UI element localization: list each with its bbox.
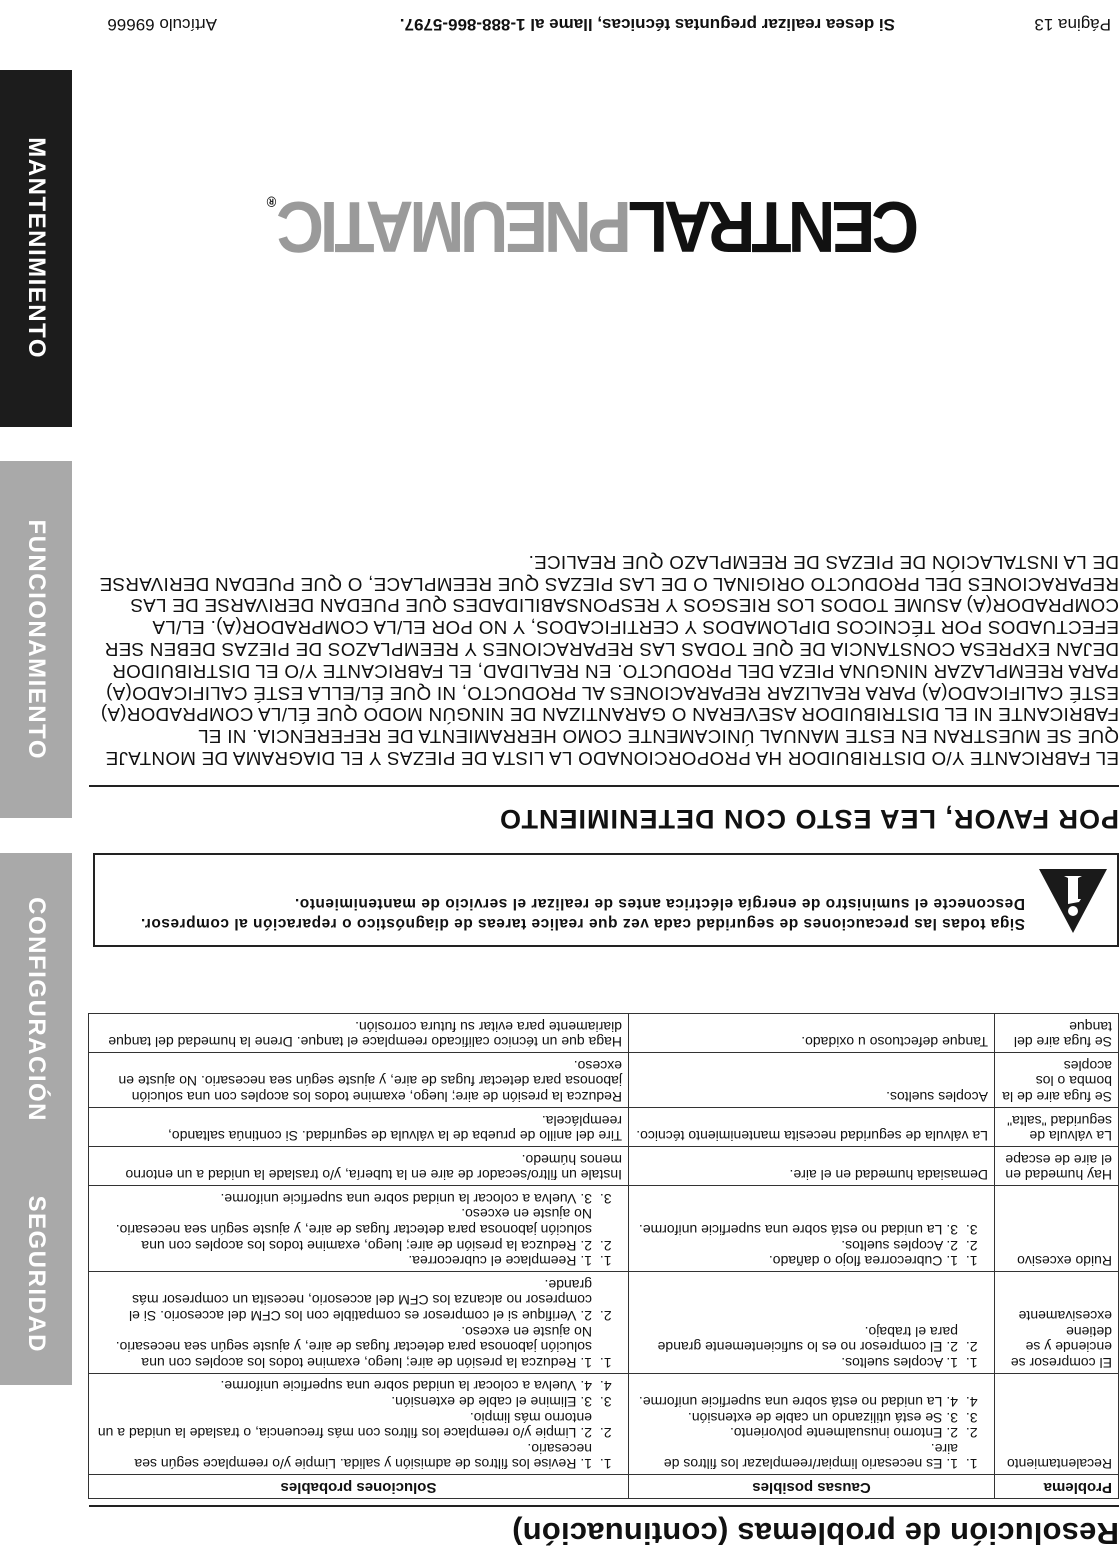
cause-text: Entorno inusualmente polvoriento. <box>729 1425 943 1442</box>
table-row <box>89 1107 1119 1146</box>
logo-part-pneumatic: PNEUMATIC <box>280 186 632 268</box>
solution-number: 2. <box>580 1425 592 1442</box>
solutions-cell: Haga que un técnico calificado reemplace el tanque. Drene la humedad del tanque diariamente para evitar su futura corrosión. <box>89 1013 629 1052</box>
logo-part-central: CENTRAL <box>631 186 919 268</box>
cause-item <box>635 1393 962 1409</box>
cause-text: Cubrecorrea flojo o dañado. <box>768 1253 943 1270</box>
header-solutions: Soluciones probables <box>89 1475 629 1499</box>
tab-configuracion[interactable] <box>0 853 72 1166</box>
cause-number: 2. <box>946 1237 958 1254</box>
table-row <box>89 1272 1119 1374</box>
solution-text: Reduzca la presión de aire; luego, examine todos los acoples con una solución jabonosa para detectar fugas de aire, y ajuste según sea necesario. No ajuste en exceso. <box>115 1323 592 1371</box>
solution-text: Elimine el cable de extensión. <box>391 1394 577 1411</box>
problem-cell: Recalentamiento <box>995 1373 1119 1475</box>
solution-number: 4. <box>580 1378 592 1395</box>
tab-label: SEGURIDAD <box>23 1195 50 1353</box>
cause-number: 2. <box>946 1339 958 1356</box>
table-row <box>89 1186 1119 1272</box>
causes-cell: La válvula de seguridad necesita mantenimiento técnico. <box>629 1107 995 1146</box>
troubleshooting-table <box>88 1013 1119 1499</box>
cause-text: Acoples sueltos. <box>841 1237 944 1254</box>
solution-item <box>95 1409 596 1440</box>
solution-text: Vuelva a colocar la unidad sobre una superficie uniforme. <box>220 1190 577 1207</box>
solution-item <box>95 1378 596 1394</box>
tab-label: CONFIGURACIÓN <box>23 897 50 1122</box>
table-header-row <box>89 1475 1119 1499</box>
solutions-cell: Reduzca la presión de aire; luego, examine todos los acoples con una solución jabonosa para detectar fugas de aire, y ajuste según sea necesario. No ajuste en exceso. <box>89 1053 629 1108</box>
safety-warning-box <box>93 853 1119 947</box>
solutions-cell: Instale un filtro/secador de aire en la tubería, y/o traslade la unidad a un entorno menos húmedo. <box>89 1147 629 1186</box>
table-row <box>89 1013 1119 1052</box>
problem-cell: Se fuga aire del tanque <box>995 1013 1119 1052</box>
notice-divider <box>89 785 1119 787</box>
cause-item <box>635 1323 962 1354</box>
title-divider <box>89 1505 1119 1507</box>
causes-cell: Acoples sueltos. <box>629 1053 995 1108</box>
table-row <box>89 1053 1119 1108</box>
solution-number: 2. <box>580 1308 592 1325</box>
tab-label: MANTENIMIENTO <box>23 137 50 360</box>
solution-text: Verifique si el compresor es compatible con los CFM del accesorio. Si el compresor no alcanza los CFM del accesorio, necesita un compresor más grande. <box>129 1276 592 1325</box>
warning-text <box>125 893 1025 933</box>
cause-item <box>635 1440 962 1471</box>
table-row <box>89 1373 1119 1475</box>
info-warning-icon <box>1037 867 1109 935</box>
solutions-cell <box>89 1373 629 1475</box>
tab-label: FUNCIONAMIENTO <box>23 519 50 760</box>
cause-text: Acoples sueltos. <box>841 1354 944 1371</box>
registered-mark: ® <box>266 193 277 210</box>
cause-text: El compresor no es lo suficientemente grande para el trabajo. <box>657 1323 958 1356</box>
technical-help-line: Si desea realizar preguntas técnicas, llame al 1-888-866-5797. <box>399 15 895 34</box>
problem-cell: Hay humedad en el aire de escape <box>995 1147 1119 1186</box>
tab-seguridad[interactable] <box>0 1163 72 1385</box>
solutions-cell: Tire del anillo de prueba de la válvula de seguridad. Si continúa saltando, reemplácela. <box>89 1107 629 1146</box>
header-problem: Problema <box>995 1475 1119 1499</box>
article-number: Artículo 69666 <box>107 15 217 34</box>
tab-funcionamiento[interactable] <box>0 461 72 818</box>
problem-cell: El compresor se enciende y se detiene excesivamente <box>995 1272 1119 1374</box>
solution-text: Reemplace el cubrecorrea. <box>408 1253 577 1270</box>
solution-number: 1. <box>580 1456 592 1473</box>
solution-number: 2. <box>580 1237 592 1254</box>
cause-text: Se está utilizando un cable de extensión. <box>687 1409 943 1426</box>
solution-item <box>95 1393 596 1409</box>
solution-text: Reduzca la presión de aire; luego, examine todos los acoples con una solución jabonosa para detectar fugas de aire, y ajuste según sea necesario. No ajuste en exceso. <box>115 1206 592 1254</box>
causes-cell <box>629 1272 995 1374</box>
solution-item <box>95 1323 596 1370</box>
warning-line-1: Siga todas las precauciones de seguridad cada vez que realice tareas de diagnóstico o reparación al compresor. <box>140 915 1025 932</box>
cause-number: 3. <box>946 1409 958 1426</box>
page-title: Resolución de problemas (continuación) <box>512 1516 1119 1551</box>
solution-number: 1. <box>580 1354 592 1371</box>
solution-text: Vuelva a colocar la unidad sobre una superficie uniforme. <box>220 1378 577 1395</box>
cause-number: 4. <box>946 1394 958 1411</box>
cause-number: 1. <box>946 1456 958 1473</box>
tab-mantenimiento[interactable] <box>0 70 72 427</box>
causes-cell: Tanque defectuoso u oxidado. <box>629 1013 995 1052</box>
solution-text: Limpie y/o reemplace los filtros con más frecuencia, o traslade la unidad a un entorno más limpio. <box>97 1409 592 1442</box>
cause-number: 3. <box>946 1222 958 1239</box>
cause-item <box>635 1253 962 1269</box>
cause-item <box>635 1222 962 1238</box>
notice-body: EL FABRICANTE Y/O DISTRIBUIDOR HA PROPORCIONADO LA LISTA DE PIEZAS Y EL DIAGRAMA DE MONTAJE QUE SE MUESTRAN EN ESTE MANUAL ÚNICAMENTE COMO HERRAMIENTA DE REFERENCIA. NI EL FABRICANTE NI EL DISTRIBUIDOR ASEVERAN O GARANTIZAN DE NINGÚN MODO QUE ÉL/LA COMPRADOR(A) ESTÉ CALIFICADO(A) PARA REALIZAR REPARACIONES AL PRODUCTO, NI QUE ÉL/ELLA ESTÉ CALIFICADO(A) PARA REEMPLAZAR NINGUNA PIEZA DEL PRODUCTO. EN REALIDAD, EL FABRICANTE Y/O EL DISTRIBUIDOR DEJAN EXPRESA CONSTANCIA DE QUE TODAS LAS REPARACIONES Y REEMPLAZOS DE PIEZAS DEBEN SER EFECTUADOS POR TÉCNICOS DIPLOMADOS Y CERTIFICADOS, Y NO POR EL/LA COMPRADOR(A). EL/LA COMPRADOR(A) ASUME TODOS LOS RIESGOS Y RESPONSABILIDADES QUE PUEDAN DERIVARSE DE LAS REPARACIONES DEL PRODUCTO ORIGINAL O DE LAS PIEZAS QUE REEMPLACE, O QUE PUEDAN DERIVARSE DE LA INSTALACIÓN DE PIEZAS DE REEMPLAZO QUE REALICE. <box>99 551 1119 769</box>
cause-text: La unidad no está sobre una superficie uniforme. <box>638 1222 943 1239</box>
notice-title: POR FAVOR, LEA ESTO CON DETENIMIENTO <box>498 804 1119 834</box>
problem-cell: Ruido excesivo <box>995 1186 1119 1272</box>
solution-number: 1. <box>580 1253 592 1270</box>
cause-number: 2. <box>946 1425 958 1442</box>
problem-cell: La válvula de seguridad "salta" <box>995 1107 1119 1146</box>
solution-item <box>95 1206 596 1253</box>
table-row <box>89 1147 1119 1186</box>
solution-number: 3. <box>580 1394 592 1411</box>
cause-item <box>635 1425 962 1441</box>
solution-item <box>95 1440 596 1471</box>
cause-item <box>635 1409 962 1425</box>
causes-cell: Demasiada humedad en el aire. <box>629 1147 995 1186</box>
causes-cell <box>629 1373 995 1475</box>
warning-line-2: Desconecte el suministro de energía eléctrica antes de realizar el servicio de mantenimiento. <box>294 895 1025 912</box>
solution-item <box>95 1253 596 1269</box>
cause-number: 1. <box>946 1253 958 1270</box>
solution-item <box>95 1190 596 1206</box>
problem-cell: Se fuga aire de la bomba o los acoples <box>995 1053 1119 1108</box>
page-number: Página 13 <box>1034 15 1111 34</box>
cause-text: Es necesario limpiar/reemplazar los filtros de aire. <box>663 1440 958 1473</box>
header-causes: Causas posibles <box>629 1475 995 1499</box>
solution-number: 3. <box>580 1190 592 1207</box>
cause-number: 1. <box>946 1354 958 1371</box>
solution-item <box>95 1276 596 1323</box>
cause-text: La unidad no está sobre una superficie uniforme. <box>638 1394 943 1411</box>
solutions-cell <box>89 1186 629 1272</box>
causes-cell <box>629 1186 995 1272</box>
cause-item <box>635 1237 962 1253</box>
central-pneumatic-logo <box>266 181 919 269</box>
cause-item <box>635 1354 962 1370</box>
solutions-cell <box>89 1272 629 1374</box>
solution-text: Revise los filtros de admisión y salida. Limpie y/o reemplace según sea necesario. <box>134 1440 592 1473</box>
